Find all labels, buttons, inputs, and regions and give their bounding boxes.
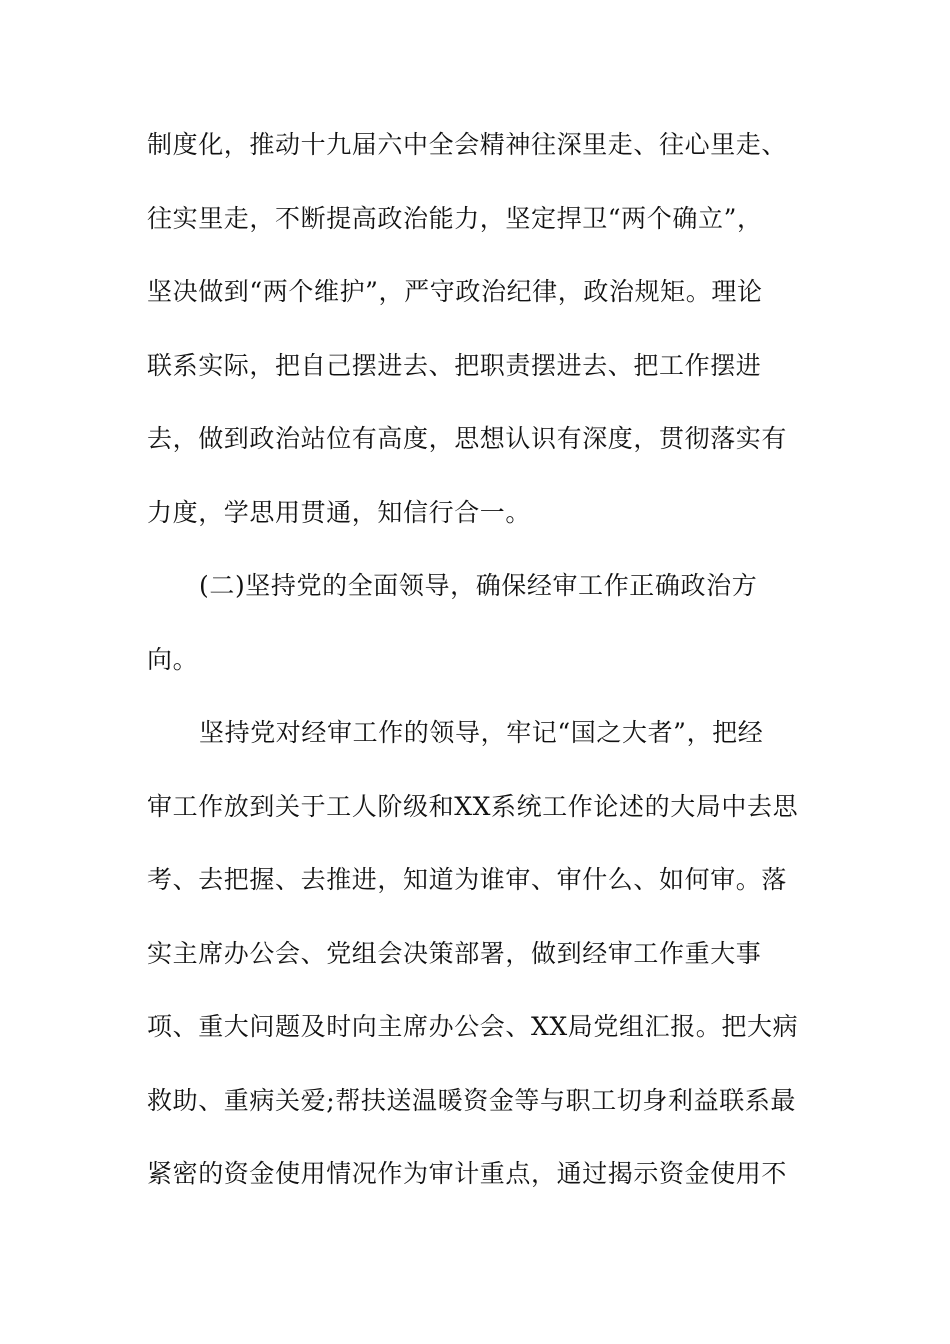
text-line: 紧密的资金使用情况作为审计重点，通过揭示资金使用不 — [147, 1159, 788, 1188]
section-heading: (二)坚持党的全面领导，确保经审工作正确政治方 — [199, 571, 758, 600]
document-body — [147, 125, 807, 1228]
text-line: 力度，学思用贯通，知信行合一。 — [147, 497, 532, 527]
section-heading-continuation: 向。 — [147, 644, 199, 674]
text-line: 考、去把握、去推进，知道为谁审、审什么、如何审。落 — [147, 865, 788, 894]
text-line: 实主席办公会、党组会决策部署，做到经审工作重大事 — [147, 938, 762, 968]
text-line: 往实里走，不断提高政治能力，坚定捍卫“两个确立”， — [147, 203, 763, 233]
text-line: 坚决做到“两个维护”，严守政治纪律，政治规矩。理论 — [147, 277, 763, 306]
text-line: 项、重大问题及时向主席办公会、XX局党组汇报。把大病 — [147, 1012, 799, 1041]
text-line: 审工作放到关于工人阶级和XX系统工作论述的大局中去思 — [147, 791, 799, 821]
text-line: 坚持党对经审工作的领导，牢记“国之大者”，把经 — [199, 718, 764, 747]
text-line: 制度化，推动十九届六中全会精神往深里走、往心里走、 — [147, 130, 788, 159]
text-line: 联系实际，把自己摆进去、把职责摆进去、把工作摆进 — [147, 350, 762, 380]
text-line: 去，做到政治站位有高度，思想认识有深度，贯彻落实有 — [147, 424, 788, 453]
text-line: 救助、重病关爱;帮扶送温暖资金等与职工切身利益联系最 — [147, 1085, 797, 1115]
